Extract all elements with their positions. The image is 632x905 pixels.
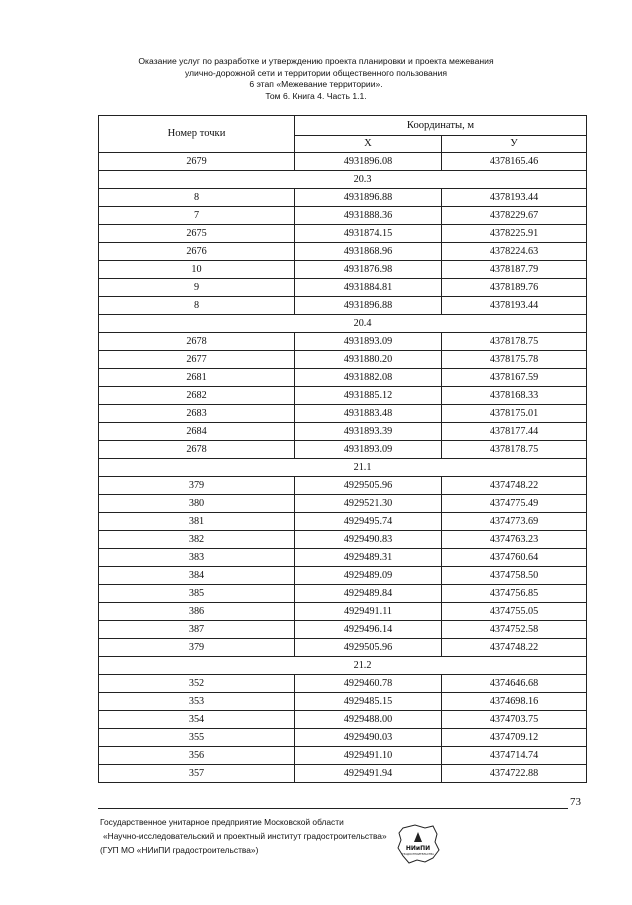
y-column-header: У xyxy=(442,136,587,153)
table-row xyxy=(99,729,587,747)
x-coordinate-cell: 4931884.81 xyxy=(295,279,442,297)
x-coordinate-cell: 4929495.74 xyxy=(295,513,442,531)
x-coordinate-cell: 4929489.84 xyxy=(295,585,442,603)
table-row xyxy=(99,279,587,297)
y-coordinate-cell: 4374752.58 xyxy=(442,621,587,639)
point-number-cell: 7 xyxy=(99,207,295,225)
point-number-cell: 357 xyxy=(99,765,295,783)
x-coordinate-cell: 4929489.31 xyxy=(295,549,442,567)
table-row xyxy=(99,549,587,567)
x-coordinate-cell: 4931896.08 xyxy=(295,153,442,171)
table-row xyxy=(99,423,587,441)
point-number-cell: 2677 xyxy=(99,351,295,369)
point-number-cell: 380 xyxy=(99,495,295,513)
x-coordinate-cell: 4929460.78 xyxy=(295,675,442,693)
page-number: 73 xyxy=(570,796,581,808)
table-row xyxy=(99,333,587,351)
header-line-4: Том 6. Книга 4. Часть 1.1. xyxy=(265,90,367,101)
point-number-cell: 355 xyxy=(99,729,295,747)
x-coordinate-cell: 4929490.83 xyxy=(295,531,442,549)
y-coordinate-cell: 4378224.63 xyxy=(442,243,587,261)
section-number: 20.3 xyxy=(353,173,372,185)
x-column-header: X xyxy=(295,136,442,153)
point-number-cell: 387 xyxy=(99,621,295,639)
section-label xyxy=(99,171,587,189)
y-coordinate-cell: 4378178.75 xyxy=(442,441,587,459)
coordinates-header: Координаты, м xyxy=(295,116,587,136)
point-number-cell: 2678 xyxy=(99,333,295,351)
x-coordinate-cell: 4931874.15 xyxy=(295,225,442,243)
point-number-cell: 379 xyxy=(99,639,295,657)
y-coordinate-cell: 4374775.49 xyxy=(442,495,587,513)
y-coordinate-cell: 4374760.64 xyxy=(442,549,587,567)
x-coordinate-cell: 4931880.20 xyxy=(295,351,442,369)
point-number-header: Номер точки xyxy=(99,116,295,153)
x-coordinate-cell: 4929489.09 xyxy=(295,567,442,585)
x-coordinate-cell: 4929491.10 xyxy=(295,747,442,765)
x-coordinate-cell: 4929488.00 xyxy=(295,711,442,729)
svg-text:НИиПИ: НИиПИ xyxy=(405,845,431,852)
svg-text:ГРАДОСТРОИТЕЛЬСТВА: ГРАДОСТРОИТЕЛЬСТВА xyxy=(402,853,434,856)
table-row xyxy=(99,711,587,729)
table-row xyxy=(99,693,587,711)
org-line-3: (ГУП МО «НИиПИ градостроительства») xyxy=(100,845,259,855)
section-label xyxy=(99,315,587,333)
x-coordinate-cell: 4931893.39 xyxy=(295,423,442,441)
point-number-cell: 2675 xyxy=(99,225,295,243)
x-coordinate-cell: 4931883.48 xyxy=(295,405,442,423)
y-coordinate-cell: 4374646.68 xyxy=(442,675,587,693)
point-number-cell: 9 xyxy=(99,279,295,297)
point-number-cell: 2682 xyxy=(99,387,295,405)
point-number-cell: 10 xyxy=(99,261,295,279)
y-coordinate-cell: 4374748.22 xyxy=(442,639,587,657)
table-row xyxy=(99,351,587,369)
table-row xyxy=(99,387,587,405)
x-coordinate-cell: 4931896.88 xyxy=(295,189,442,207)
point-number-cell: 2676 xyxy=(99,243,295,261)
table-row xyxy=(99,675,587,693)
section-row xyxy=(99,315,587,333)
table-row xyxy=(99,639,587,657)
section-row xyxy=(99,459,587,477)
y-coordinate-cell: 4378168.33 xyxy=(442,387,587,405)
point-number-cell: 8 xyxy=(99,189,295,207)
y-coordinate-cell: 4374763.23 xyxy=(442,531,587,549)
table-row xyxy=(99,765,587,783)
table-row xyxy=(99,477,587,495)
point-number-cell: 352 xyxy=(99,675,295,693)
point-number-cell: 353 xyxy=(99,693,295,711)
table-header-row xyxy=(99,116,587,136)
table-row xyxy=(99,495,587,513)
y-coordinate-cell: 4378175.78 xyxy=(442,351,587,369)
y-coordinate-cell: 4374703.75 xyxy=(442,711,587,729)
table-row xyxy=(99,603,587,621)
org-line-1: Государственное унитарное предприятие Московской области xyxy=(100,817,344,827)
table-row xyxy=(99,189,587,207)
section-label xyxy=(99,657,587,675)
footer-divider xyxy=(98,808,568,809)
section-label xyxy=(99,459,587,477)
x-coordinate-cell: 4929491.94 xyxy=(295,765,442,783)
table-row xyxy=(99,513,587,531)
document-header xyxy=(0,56,632,102)
y-coordinate-cell: 4374698.16 xyxy=(442,693,587,711)
y-coordinate-cell: 4378165.46 xyxy=(442,153,587,171)
section-number: 21.2 xyxy=(353,659,372,671)
org-line-2: «Научно-исследовательский и проектный институт градостроительства» xyxy=(103,831,387,841)
point-number-cell: 8 xyxy=(99,297,295,315)
y-coordinate-cell: 4374756.85 xyxy=(442,585,587,603)
point-number-cell: 386 xyxy=(99,603,295,621)
header-line-1: Оказание услуг по разработке и утверждению проекта планировки и проекта межевания xyxy=(138,56,494,66)
point-number-cell: 354 xyxy=(99,711,295,729)
coordinates-table xyxy=(98,115,587,783)
table-row xyxy=(99,297,587,315)
y-coordinate-cell: 4378225.91 xyxy=(442,225,587,243)
y-coordinate-cell: 4378193.44 xyxy=(442,297,587,315)
institute-logo-icon xyxy=(395,822,441,866)
table-row xyxy=(99,207,587,225)
y-coordinate-cell: 4378177.44 xyxy=(442,423,587,441)
y-coordinate-cell: 4378193.44 xyxy=(442,189,587,207)
y-coordinate-cell: 4378167.59 xyxy=(442,369,587,387)
point-number-cell: 381 xyxy=(99,513,295,531)
x-coordinate-cell: 4931896.88 xyxy=(295,297,442,315)
table-row xyxy=(99,153,587,171)
table-row xyxy=(99,225,587,243)
y-coordinate-cell: 4374755.05 xyxy=(442,603,587,621)
y-coordinate-cell: 4378187.79 xyxy=(442,261,587,279)
y-coordinate-cell: 4374709.12 xyxy=(442,729,587,747)
y-coordinate-cell: 4378175.01 xyxy=(442,405,587,423)
table-row xyxy=(99,369,587,387)
x-coordinate-cell: 4931882.08 xyxy=(295,369,442,387)
table-row xyxy=(99,243,587,261)
x-coordinate-cell: 4929491.11 xyxy=(295,603,442,621)
point-number-cell: 379 xyxy=(99,477,295,495)
point-number-cell: 383 xyxy=(99,549,295,567)
table-row xyxy=(99,621,587,639)
point-number-cell: 356 xyxy=(99,747,295,765)
x-coordinate-cell: 4931876.98 xyxy=(295,261,442,279)
x-coordinate-cell: 4929521.30 xyxy=(295,495,442,513)
y-coordinate-cell: 4374758.50 xyxy=(442,567,587,585)
section-number: 20.4 xyxy=(353,317,372,329)
y-coordinate-cell: 4374714.74 xyxy=(442,747,587,765)
table-row xyxy=(99,567,587,585)
header-line-2: улично-дорожной сети и территории общественного пользования xyxy=(184,67,448,78)
point-number-cell: 2679 xyxy=(99,153,295,171)
point-number-cell: 2684 xyxy=(99,423,295,441)
x-coordinate-cell: 4929505.96 xyxy=(295,477,442,495)
point-number-cell: 385 xyxy=(99,585,295,603)
y-coordinate-cell: 4374773.69 xyxy=(442,513,587,531)
x-coordinate-cell: 4931885.12 xyxy=(295,387,442,405)
table-row xyxy=(99,531,587,549)
header-line-3: 6 этап «Межевание территории». xyxy=(249,79,383,89)
point-number-cell: 2683 xyxy=(99,405,295,423)
x-coordinate-cell: 4929485.15 xyxy=(295,693,442,711)
x-coordinate-cell: 4931893.09 xyxy=(295,333,442,351)
table-row xyxy=(99,261,587,279)
y-coordinate-cell: 4378189.76 xyxy=(442,279,587,297)
table-body xyxy=(99,153,587,783)
x-coordinate-cell: 4931888.36 xyxy=(295,207,442,225)
x-coordinate-cell: 4931868.96 xyxy=(295,243,442,261)
x-coordinate-cell: 4929496.14 xyxy=(295,621,442,639)
table-row xyxy=(99,747,587,765)
y-coordinate-cell: 4374748.22 xyxy=(442,477,587,495)
y-coordinate-cell: 4378178.75 xyxy=(442,333,587,351)
section-row xyxy=(99,657,587,675)
point-number-cell: 384 xyxy=(99,567,295,585)
y-coordinate-cell: 4378229.67 xyxy=(442,207,587,225)
organization-footer xyxy=(100,815,387,857)
x-coordinate-cell: 4931893.09 xyxy=(295,441,442,459)
table-row xyxy=(99,405,587,423)
section-number: 21.1 xyxy=(353,461,372,473)
section-row xyxy=(99,171,587,189)
table-row xyxy=(99,441,587,459)
point-number-cell: 2678 xyxy=(99,441,295,459)
table-row xyxy=(99,585,587,603)
y-coordinate-cell: 4374722.88 xyxy=(442,765,587,783)
point-number-cell: 2681 xyxy=(99,369,295,387)
x-coordinate-cell: 4929505.96 xyxy=(295,639,442,657)
point-number-cell: 382 xyxy=(99,531,295,549)
x-coordinate-cell: 4929490.03 xyxy=(295,729,442,747)
